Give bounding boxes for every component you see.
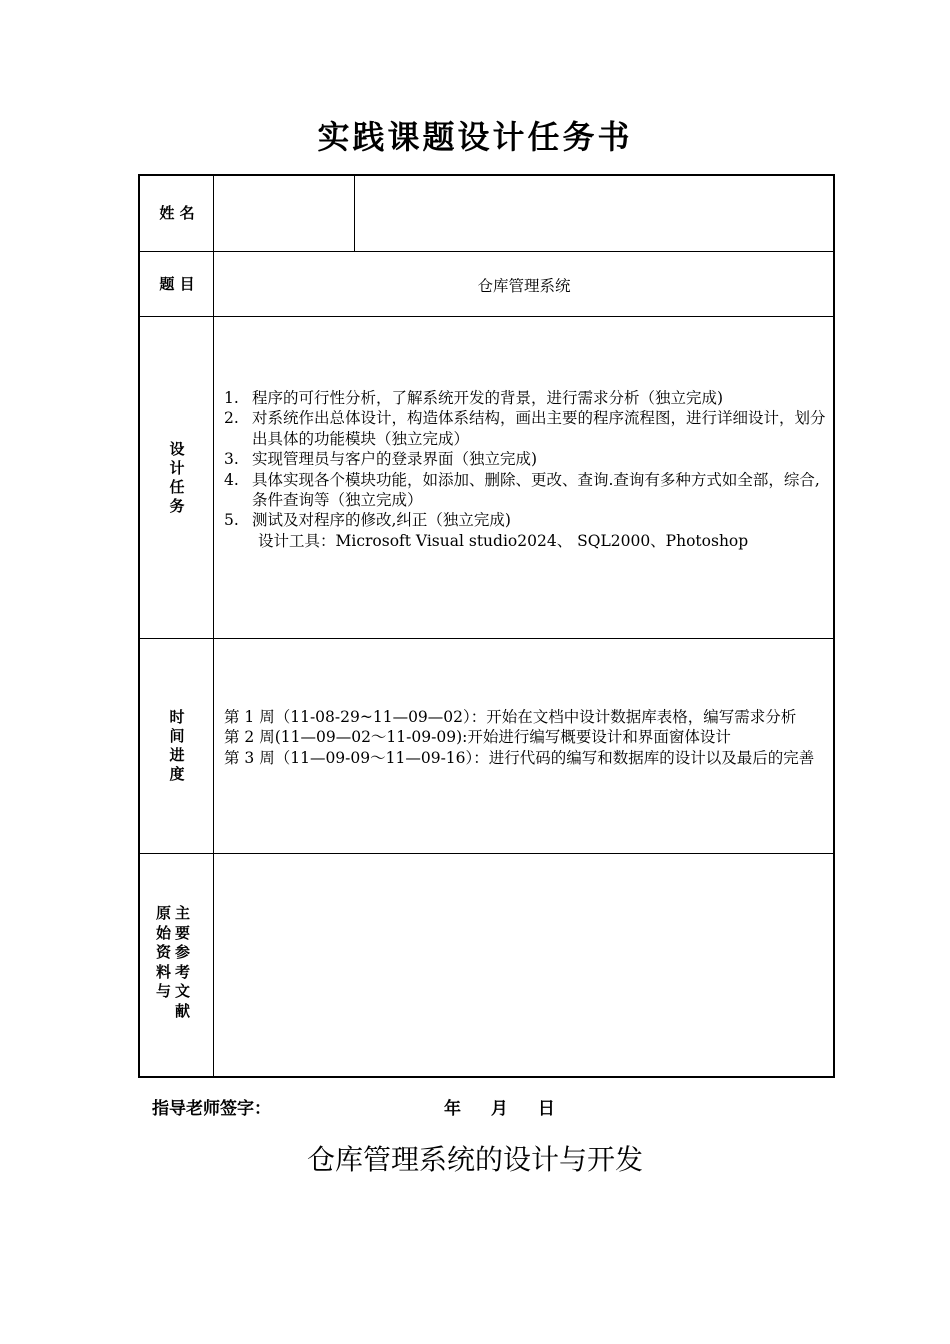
schedule-week-1: 第 1 周（11-08-29~11—09—02）：开始在文档中设计数据库表格，编写需求分析 — [224, 708, 797, 726]
list-item: 5. 测试及对程序的修改,纠正（独立完成) — [224, 511, 511, 530]
name-field[interactable] — [214, 176, 354, 251]
task-form-table — [138, 174, 835, 1078]
tasks-label: 设 计 任 务 — [169, 439, 185, 515]
date-line — [444, 1094, 579, 1119]
schedule-week-3: 第 3 周（11—09-09～11—09-16）：进行代码的编写和数据库的设计以及最后的完善 — [224, 748, 815, 767]
row-divider — [140, 638, 833, 639]
task-list — [224, 388, 827, 531]
schedule-week-2: 第 2 周(11—09—02～11-09-09):开始进行编写概要设计和界面窗体设计 — [224, 728, 731, 747]
document-heading: 仓库管理系统的设计与开发 — [306, 1143, 643, 1176]
list-item: 4. 具体实现各个模块功能，如添加、删除、更改、查询.查询有多种方式如全部，综合,条件查询等（独立完成） — [224, 470, 820, 510]
design-tools: 设计工具：Microsoft Visual studio2024、 SQL2000、Photoshop — [258, 531, 749, 550]
signature-label: 指导老师签字： — [152, 1099, 271, 1119]
list-item: 2. 对系统作出总体设计，构造体系结构，画出主要的程序流程图，进行详细设计，划分出具体的功能模块（独立完成） — [224, 409, 826, 448]
schedule-content — [224, 707, 827, 768]
tasks-content — [224, 388, 827, 551]
references-label: 原 始 资 料 与 主 要 参 考 文 献 — [156, 904, 191, 1020]
day-label: 日 — [537, 1099, 555, 1119]
page-title: 实践课题设计任务书 — [317, 118, 633, 156]
references-field[interactable] — [214, 854, 833, 1076]
list-item: 1. 程序的可行性分析，了解系统开发的背景，进行需求分析（独立完成) — [224, 389, 724, 407]
subject-value: 仓库管理系统 — [477, 276, 571, 295]
year-label: 年 — [444, 1099, 461, 1119]
list-item: 3. 实现管理员与客户的登录界面（独立完成) — [224, 450, 538, 469]
month-label: 月 — [490, 1099, 508, 1119]
schedule-label: 时 间 进 度 — [169, 708, 185, 783]
name-label: 姓 名 — [159, 204, 195, 222]
subject-label: 题 目 — [159, 275, 195, 293]
name-extra-field[interactable] — [355, 176, 833, 251]
